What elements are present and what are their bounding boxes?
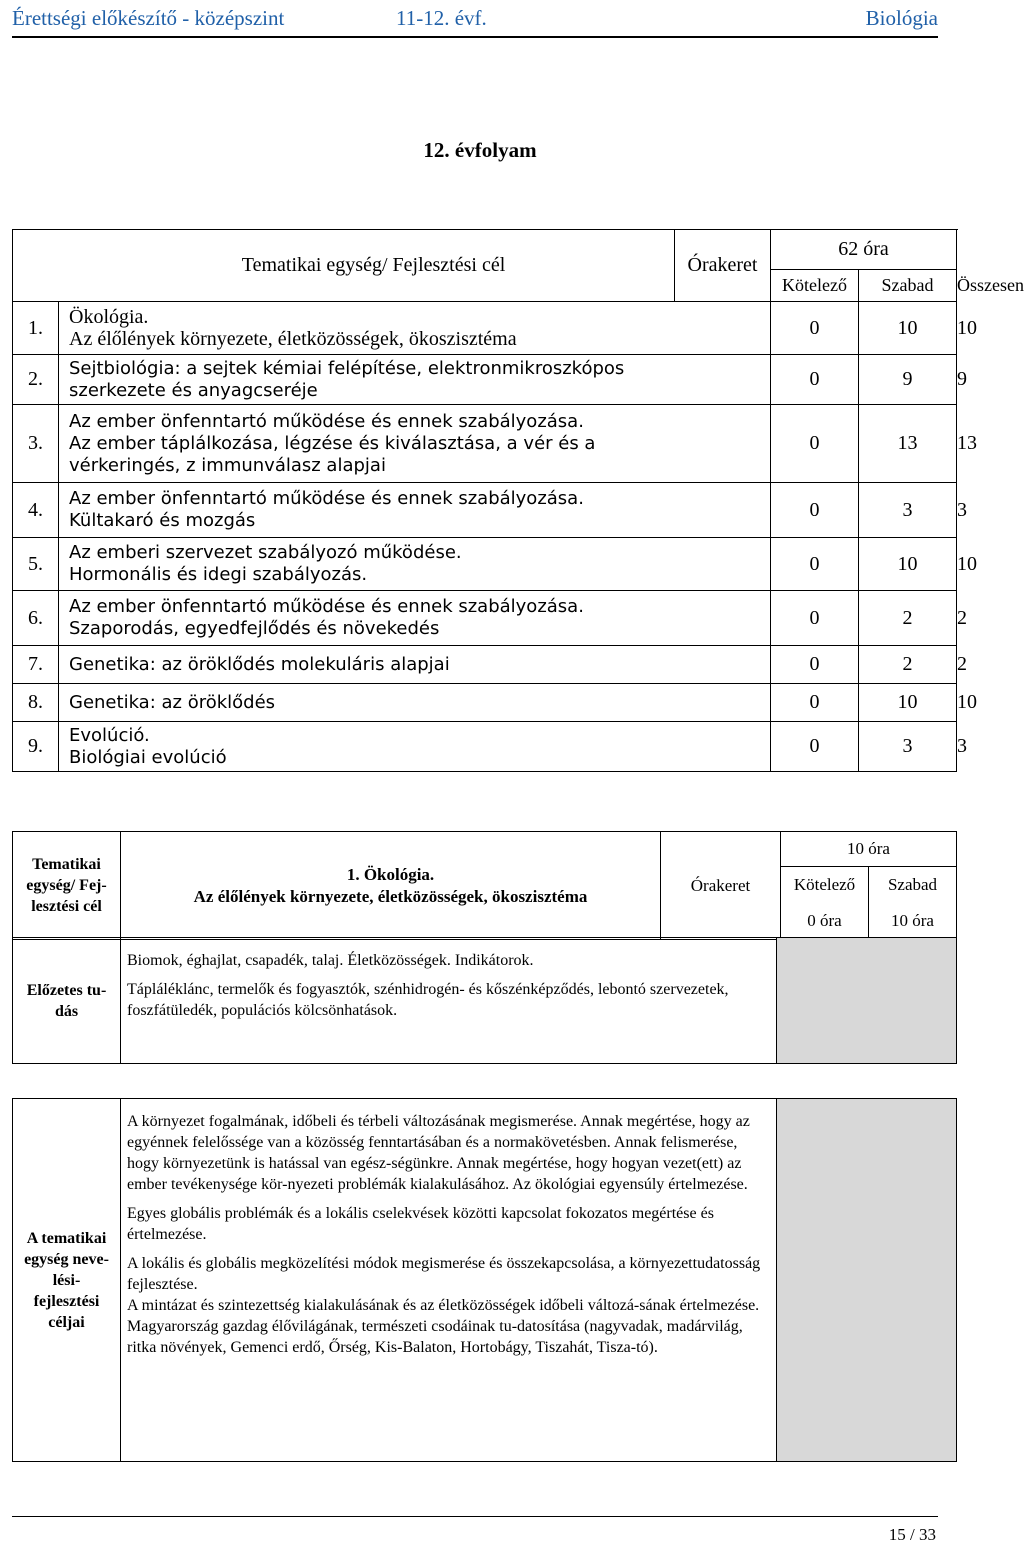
grey-cell: [777, 938, 957, 1064]
row-topic: Az emberi szervezet szabályozó működése. Hormonális és idegi szabályozás.: [59, 538, 771, 591]
overview-row: 3. Az ember önfenntartó működése és ennek szabályozása. Az ember táplálkozása, légzése és kiválasztása, a vér és a vérkeringés, z immunválasz alapjai 0 13 13: [13, 405, 957, 483]
unit-title: 1. Ökológia. Az élőlények környezete, életközösségek, ökoszisztéma: [121, 832, 661, 940]
goals-label: A tematikai egység neve- lési- fejlesztési céljai: [13, 1099, 121, 1462]
unit-hours-label: Órakeret: [661, 832, 781, 940]
grade-title: 12. évfolyam: [423, 138, 537, 162]
unit-mandatory: Kötelező 0 óra: [781, 867, 869, 940]
row-mandatory: 0: [771, 302, 859, 355]
col-mandatory-header: Kötelező: [771, 270, 859, 302]
total-hours: 62 óra: [771, 230, 957, 270]
row-mandatory: 0: [771, 591, 859, 646]
overview-table: Tematikai egység/ Fejlesztési cél Órakeret 62 óra Kötelező Szabad Összesen 1. Ökológia. Az élőlények környezete, életközösségek, ökoszisztéma 0 10 10 2. Sejtbiológia: a sejtek kémiai felépítése, elektronmikroszkópos szerkezete és anyagcseréje 0 9 9 3. Az ember önfenntartó működése és ennek szabályozása. Az ember táplálkozása, légzése és kiválasztása, a vér és a vérkeringés, z immunválasz alapjai 0 13 13 4. Az ember önfenntartó működése és ennek szabályozása. Kültakaró és mozgás 0 3 3 5. Az emberi szervezet szabályozó működése. Hormonális és idegi szabályozás. 0 10 10 6. Az ember önfenntartó működése és ennek szabályozása. Szaporodás, egyedfejlődés és növekedés 0 2 2 7. Genetika: az öröklődés molekuláris alapjai 0 2 2 8. Genetika: az öröklődés 0 10 10 9. Evolúció. Biológiai evolúció 0 3 3: [12, 229, 957, 772]
overview-row: 4. Az ember önfenntartó működése és ennek szabályozása. Kültakaró és mozgás 0 3 3: [13, 483, 957, 538]
goals-table: [12, 1098, 957, 1462]
unit-total-hours: 10 óra: [781, 832, 957, 867]
header-rule: [12, 36, 938, 38]
row-free: 10: [859, 302, 957, 355]
row-number: 7.: [13, 646, 59, 684]
prior-text: Biomok, éghajlat, csapadék, talaj. Életközösségek. Indikátorok. Tápláléklánc, termelők és fogyasztók, szénhidrogén- és kőszénképződés, lebontó szervezetek, foszfátüledék, populációs kölcsönhatások.: [121, 938, 777, 1064]
row-topic: Az ember önfenntartó működése és ennek szabályozása. Kültakaró és mozgás: [59, 483, 771, 538]
row-mandatory: 0: [771, 646, 859, 684]
row-topic: Sejtbiológia: a sejtek kémiai felépítése, elektronmikroszkópos szerkezete és anyagcseréje: [59, 355, 771, 405]
unit-header-table: [12, 831, 957, 940]
page-number: 15 / 33: [888, 1525, 936, 1544]
row-free: 13: [859, 405, 957, 483]
header-left: Érettségi előkészítő - középszint: [12, 6, 285, 30]
row-topic: Genetika: az öröklődés molekuláris alapjai: [59, 646, 771, 684]
row-mandatory: 0: [771, 684, 859, 722]
row-topic: Az ember önfenntartó működése és ennek szabályozása. Szaporodás, egyedfejlődés és növekedés: [59, 591, 771, 646]
prior-label: Előzetes tu- dás: [13, 938, 121, 1064]
grey-cell: [777, 1099, 957, 1462]
overview-row: 1. Ökológia. Az élőlények környezete, életközösségek, ökoszisztéma 0 10 10: [13, 302, 957, 355]
overview-row: 5. Az emberi szervezet szabályozó működése. Hormonális és idegi szabályozás. 0 10 10: [13, 538, 957, 591]
col-hours-header: Órakeret: [675, 230, 771, 302]
row-free: 2: [859, 591, 957, 646]
col-topic-header: Tematikai egység/ Fejlesztési cél: [13, 230, 675, 302]
unit-label: Tematikai egység/ Fej- lesztési cél: [13, 832, 121, 940]
row-mandatory: 0: [771, 722, 859, 772]
goals-text: A környezet fogalmának, időbeli és térbeli változásának megismerése. Annak megértése, hogy az egyénnek felelőssége van a közösség fenntartásában és a normakövetésben. Annak felismerése, hogy környezetünk is hatással van egész-ségünkre. Annak megértése, hogy hogyan vezet(ett) az ember tevékenysége kör-nyezeti problémák kialakulásához. Az ökológiai egyensúly értelmezése. Egyes globális problémák és a lokális cselekvések közötti kapcsolat fokozatos megértése és értelmezése. A lokális és globális megközelítési módok megismerése és összekapcsolása, a környezettudatosság fejlesztése. A mintázat és szintezettség kialakulásának és az életközösségek időbeli változá-sának értelmezése. Magyarország gazdag élővilágának, természeti csodáinak tu-datosítása (nagyvadak, madárvilág, ritka növények, Gemenci erdő, Őrség, Kis-Balaton, Hortobágy, Tiszahát, Tisza-tó).: [121, 1099, 777, 1462]
unit-free: Szabad 10 óra: [869, 867, 957, 940]
overview-row: 2. Sejtbiológia: a sejtek kémiai felépítése, elektronmikroszkópos szerkezete és anyagcseréje 0 9 9: [13, 355, 957, 405]
row-free: 10: [859, 684, 957, 722]
row-topic: Genetika: az öröklődés: [59, 684, 771, 722]
row-free: 3: [859, 722, 957, 772]
overview-row: 7. Genetika: az öröklődés molekuláris alapjai 0 2 2: [13, 646, 957, 684]
row-free: 10: [859, 538, 957, 591]
row-number: 6.: [13, 591, 59, 646]
row-number: 3.: [13, 405, 59, 483]
row-mandatory: 0: [771, 355, 859, 405]
row-free: 9: [859, 355, 957, 405]
header-right: Biológia: [865, 6, 938, 30]
row-topic: Evolúció. Biológiai evolúció: [59, 722, 771, 772]
footer-rule: [12, 1516, 938, 1517]
overview-row: 9. Evolúció. Biológiai evolúció 0 3 3: [13, 722, 957, 772]
row-mandatory: 0: [771, 405, 859, 483]
row-number: 4.: [13, 483, 59, 538]
row-number: 2.: [13, 355, 59, 405]
row-mandatory: 0: [771, 483, 859, 538]
row-topic: Az ember önfenntartó működése és ennek szabályozása. Az ember táplálkozása, légzése és kiválasztása, a vér és a vérkeringés, z immunválasz alapjai: [59, 405, 771, 483]
row-free: 3: [859, 483, 957, 538]
prior-knowledge-table: [12, 937, 957, 1064]
col-free-header: Szabad: [859, 270, 957, 302]
row-free: 2: [859, 646, 957, 684]
row-number: 1.: [13, 302, 59, 355]
row-topic: Ökológia. Az élőlények környezete, életközösségek, ökoszisztéma: [59, 302, 771, 355]
row-mandatory: 0: [771, 538, 859, 591]
page-header: [12, 6, 938, 32]
overview-row: 6. Az ember önfenntartó működése és ennek szabályozása. Szaporodás, egyedfejlődés és növekedés 0 2 2: [13, 591, 957, 646]
row-number: 8.: [13, 684, 59, 722]
header-middle: 11-12. évf.: [396, 6, 487, 30]
row-number: 9.: [13, 722, 59, 772]
row-number: 5.: [13, 538, 59, 591]
overview-row: 8. Genetika: az öröklődés 0 10 10: [13, 684, 957, 722]
